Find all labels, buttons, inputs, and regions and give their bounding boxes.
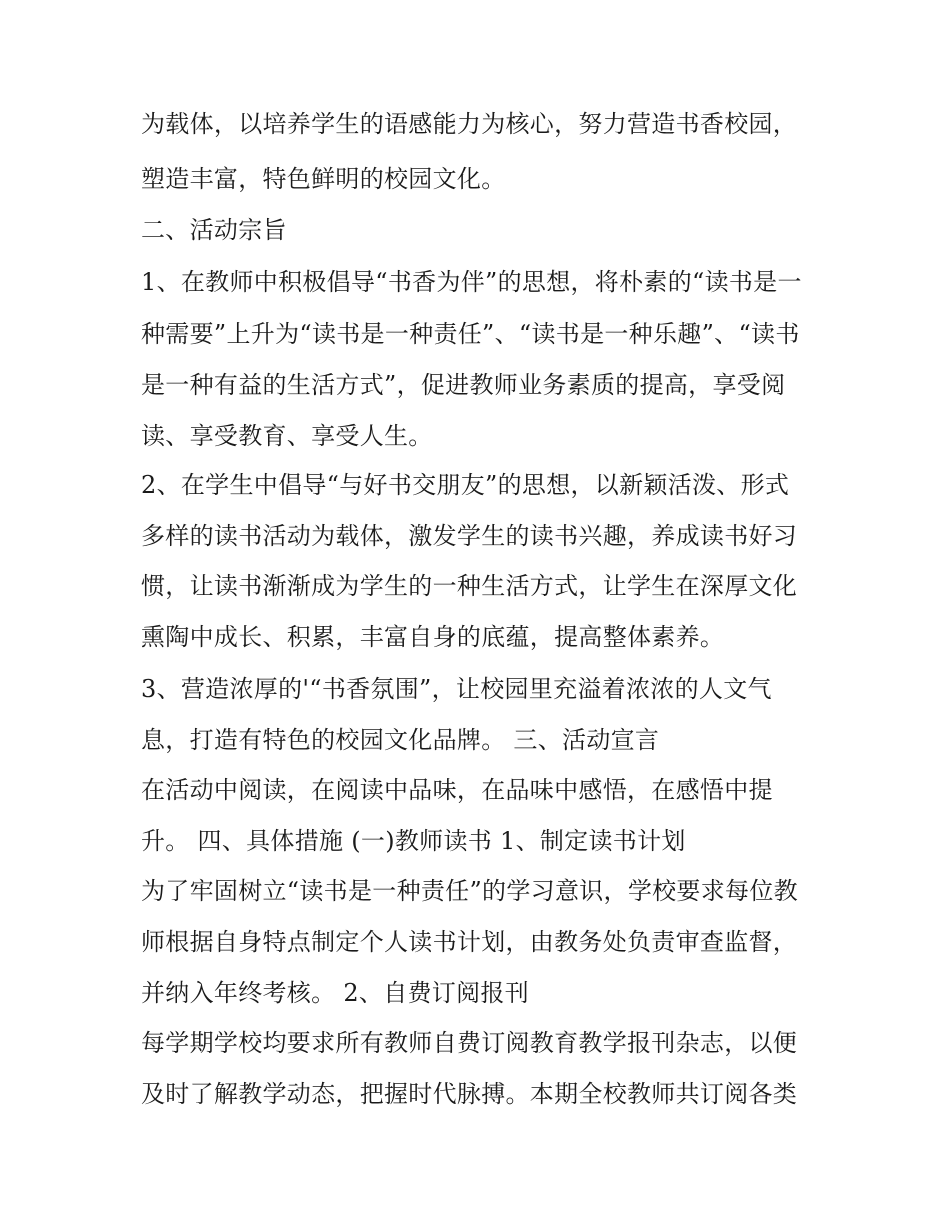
text-line: 熏陶中成长、积累，丰富自身的底蕴，提高整体素养。 [141, 623, 725, 651]
text-line: 惯，让读书渐渐成为学生的一种生活方式，让学生在深厚文化 [141, 572, 798, 600]
text-line: 种需要”上升为“读书是一种责任”、“读书是一种乐趣”、“读书 [141, 320, 800, 348]
text-line: 息，打造有特色的校园文化品牌。 三、活动宣言 [141, 726, 660, 754]
text-line: 师根据自身特点制定个人读书计划，由教务处负责审查监督， [141, 928, 798, 956]
text-line: 2、在学生中倡导“与好书交朋友”的思想，以新颖活泼、形式 [141, 471, 790, 499]
text-line: 塑造丰富，特色鲜明的校园文化。 [141, 165, 506, 193]
text-line: 3、营造浓厚的'“书香氛围”，让校园里充溢着浓浓的人文气 [141, 675, 772, 703]
text-line: 1、在教师中积极倡导“书香为伴”的思想，将朴素的“读书是一 [141, 268, 802, 296]
text-line: 及时了解教学动态，把握时代脉搏。本期全校教师共订阅各类 [141, 1080, 798, 1108]
text-line: 为了牢固树立“读书是一种责任”的学习意识，学校要求每位教 [141, 877, 798, 905]
text-line: 每学期学校均要求所有教师自费订阅教育教学报刊杂志，以便 [141, 1029, 798, 1057]
text-line: 为载体，以培养学生的语感能力为核心，努力营造书香校园， [141, 110, 798, 138]
text-line: 读、享受教育、享受人生。 [141, 422, 433, 450]
section-heading: 二、活动宗旨 [141, 216, 287, 244]
text-line: 多样的读书活动为载体，激发学生的读书兴趣，养成读书好习 [141, 522, 798, 550]
text-line: 在活动中阅读，在阅读中品味，在品味中感悟，在感悟中提 [141, 776, 773, 804]
text-line: 升。 四、具体措施 (一)教师读书 1、制定读书计划 [141, 827, 686, 855]
text-line: 是一种有益的生活方式”，促进教师业务素质的提高，享受阅 [141, 371, 786, 399]
text-line: 并纳入年终考核。 2、自费订阅报刊 [141, 979, 529, 1007]
